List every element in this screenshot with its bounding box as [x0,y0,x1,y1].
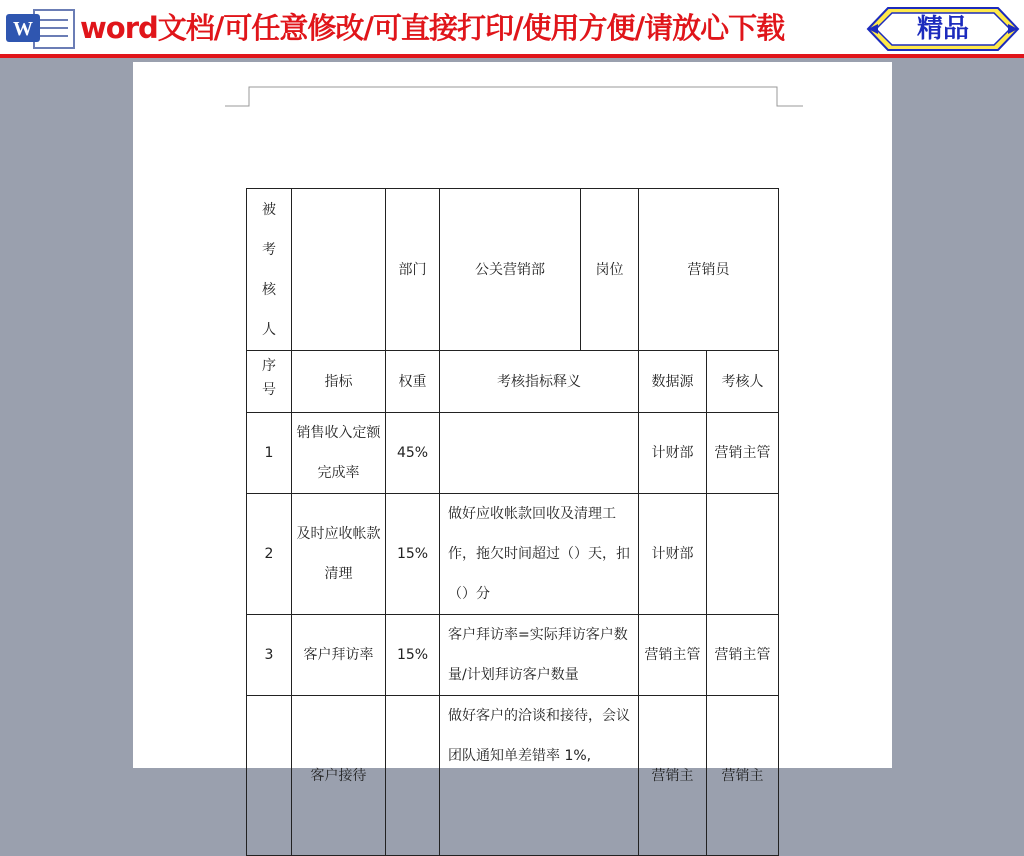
row1-seq: 1 [247,413,292,494]
row3-explanation: 客户拜访率=实际拜访客户数量/计划拜访客户数量 [440,615,639,696]
row2-seq: 2 [247,494,292,615]
row4-source: 营销主 [639,696,707,856]
header-weight: 权重 [386,351,440,413]
row3-source: 营销主管 [639,615,707,696]
row2-assessor [707,494,779,615]
row4-indicator: 客户接待 [292,696,386,856]
header-seq-cell [247,351,292,413]
row1-source: 计财部 [639,413,707,494]
row4-seq [247,696,292,856]
svg-text:W: W [13,18,33,40]
table-row [247,413,779,494]
row3-weight: 15% [386,615,440,696]
row2-weight: 15% [386,494,440,615]
word-document-icon [4,6,78,52]
table-row [247,615,779,696]
dept-label: 部门 [386,189,440,351]
dept-value: 公关营销部 [440,189,581,351]
person-value-cell[interactable] [292,189,386,351]
row1-indicator: 销售收入定额完成率 [292,413,386,494]
header-indicator: 指标 [292,351,386,413]
premium-badge: 精品 [916,14,969,44]
row1-explanation [440,413,639,494]
row1-assessor: 营销主管 [707,413,779,494]
assessment-table [246,188,779,856]
row3-indicator: 客户拜访率 [292,615,386,696]
person-label: 被考核人 [261,201,276,338]
table-row [247,494,779,615]
row2-indicator: 及时应收帐款清理 [292,494,386,615]
table-row-person [247,189,779,351]
row4-explanation: 做好客户的洽谈和接待，会议团队通知单差错率 1%, [440,696,639,856]
row2-explanation: 做好应收帐款回收及清理工作，拖欠时间超过（）天，扣（）分 [440,494,639,615]
document-page [133,62,892,784]
header-seq: 序号 [261,357,276,398]
table-row [247,696,779,856]
row3-assessor: 营销主管 [707,615,779,696]
row2-source: 计财部 [639,494,707,615]
row4-assessor: 营销主 [707,696,779,856]
post-label: 岗位 [581,189,639,351]
header-explanation: 考核指标释义 [440,351,639,413]
person-label-cell [247,189,292,351]
table-header-row [247,351,779,413]
row3-seq: 3 [247,615,292,696]
top-banner [0,0,1024,58]
post-value: 营销员 [639,189,779,351]
row1-weight: 45% [386,413,440,494]
header-source: 数据源 [639,351,707,413]
banner-slogan: word文档/可任意修改/可直接打印/使用方便/请放心下载 [80,11,785,45]
header-assessor: 考核人 [707,351,779,413]
row4-weight [386,696,440,856]
page-header-rule [225,86,803,110]
